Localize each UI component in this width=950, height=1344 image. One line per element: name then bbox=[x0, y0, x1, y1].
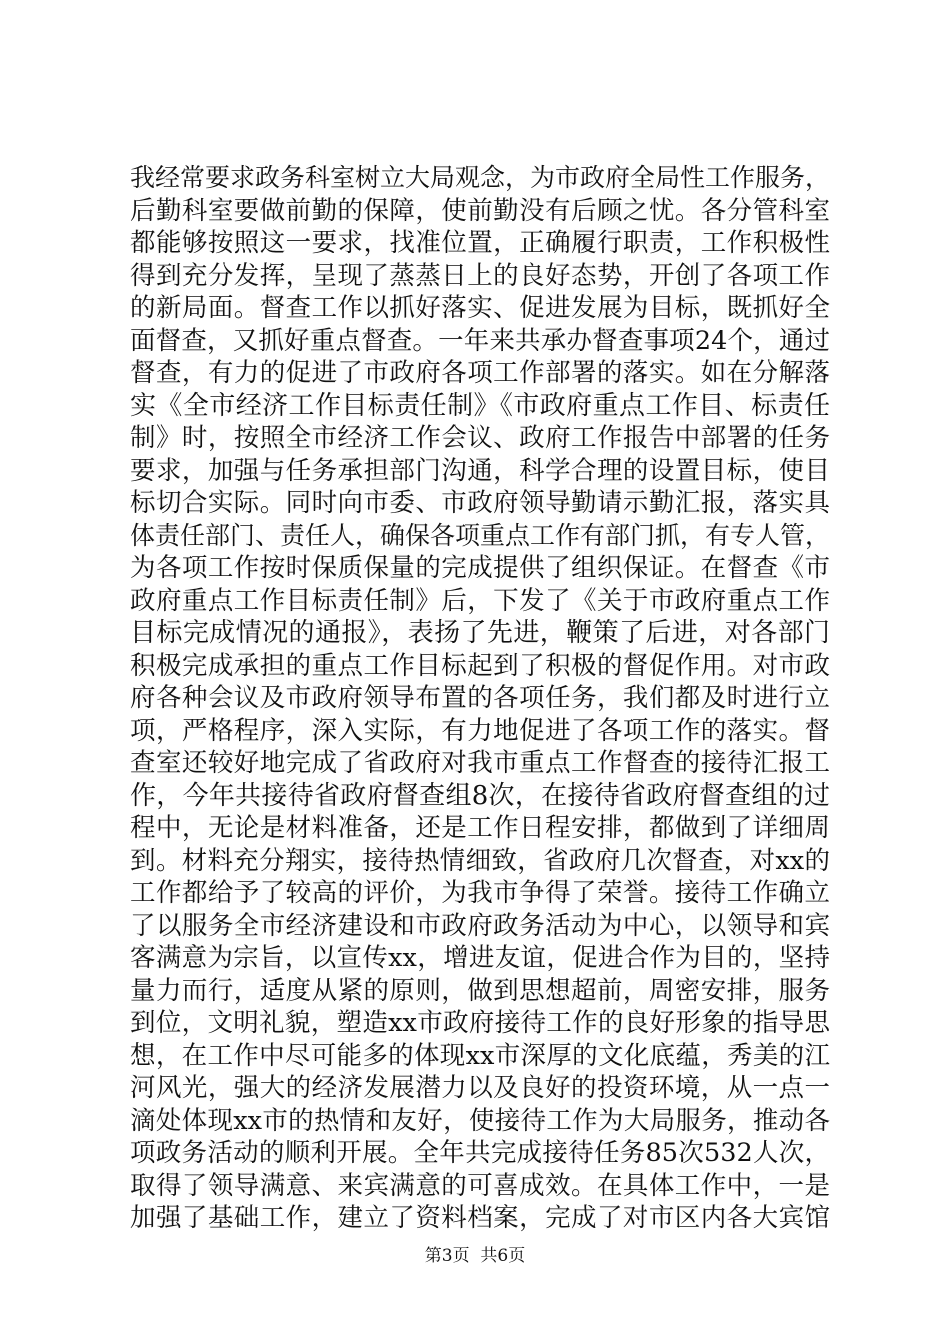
text-line: 到位，文明礼貌，塑造xx市政府接待工作的良好形象的指导思 bbox=[130, 1008, 830, 1038]
text-line: 滴处体现xx市的热情和友好，使接待工作为大局服务，推动各 bbox=[130, 1105, 830, 1136]
text-line: 积极完成承担的重点工作目标起到了积极的督促作用。对市政 bbox=[130, 650, 830, 681]
text-line: 都能够按照这一要求，找准位置，正确履行职责，工作积极性 bbox=[130, 228, 830, 258]
text-line: 河风光，强大的经济发展潜力以及良好的投资环境，从一点一 bbox=[130, 1073, 830, 1103]
page-footer: 第3页 共6页 bbox=[424, 1246, 526, 1266]
text-line: 要求，加强与任务承担部门沟通，科学合理的设置目标，使目 bbox=[130, 455, 830, 486]
text-line: 为各项工作按时保质保量的完成提供了组织保证。在督查《市 bbox=[130, 553, 830, 583]
text-line: 加强了基础工作，建立了资料档案，完成了对市区内各大宾馆 bbox=[130, 1203, 830, 1233]
text-line: 取得了领导满意、来宾满意的可喜成效。在具体工作中，一是 bbox=[130, 1170, 830, 1201]
text-line: 督查，有力的促进了市政府各项工作部署的落实。如在分解落 bbox=[130, 358, 830, 388]
text-line: 面督查，又抓好重点督查。一年来共承办督查事项24个，通过 bbox=[130, 325, 830, 356]
text-line: 工作都给予了较高的评价，为我市争得了荣誉。接待工作确立 bbox=[130, 878, 830, 908]
text-line: 标切合实际。同时向市委、市政府领导勤请示勤汇报，落实具 bbox=[130, 488, 830, 518]
text-line: 想，在工作中尽可能多的体现xx市深厚的文化底蕴，秀美的江 bbox=[130, 1040, 830, 1071]
text-line: 项，严格程序，深入实际，有力地促进了各项工作的落实。督 bbox=[130, 715, 830, 746]
text-line: 程中，无论是材料准备，还是工作日程安排，都做到了详细周 bbox=[130, 813, 830, 843]
text-line: 到。材料充分翔实，接待热情细致，省政府几次督查，对xx的 bbox=[130, 845, 830, 876]
text-line: 量力而行，适度从紧的原则，做到思想超前，周密安排，服务 bbox=[130, 975, 830, 1006]
text-line: 得到充分发挥，呈现了蒸蒸日上的良好态势，开创了各项工作 bbox=[130, 260, 830, 291]
text-line: 制》时，按照全市经济工作会议、政府工作报告中部署的任务 bbox=[130, 423, 830, 453]
text-line: 政府重点工作目标责任制》后，下发了《关于市政府重点工作 bbox=[130, 585, 830, 616]
text-line: 的新局面。督查工作以抓好落实、促进发展为目标，既抓好全 bbox=[130, 293, 830, 323]
text-line: 体责任部门、责任人，确保各项重点工作有部门抓，有专人管， bbox=[130, 520, 831, 550]
text-line: 后勤科室要做前勤的保障，使前勤没有后顾之忧。各分管科室 bbox=[130, 195, 830, 226]
text-line: 了以服务全市经济建设和市政府政务活动为中心，以领导和宾 bbox=[130, 910, 830, 941]
text-line: 实《全市经济工作目标责任制》《市政府重点工作目、标责任 bbox=[130, 390, 830, 421]
text-line: 作，今年共接待省政府督查组8次，在接待省政府督查组的过 bbox=[130, 780, 830, 811]
text-line: 我经常要求政务科室树立大局观念，为市政府全局性工作服务， bbox=[130, 163, 831, 192]
body-paragraph bbox=[130, 162, 830, 1235]
text-line: 项政务活动的顺利开展。全年共完成接待任务85次532人次， bbox=[130, 1138, 830, 1168]
text-line: 府各种会议及市政府领导布置的各项任务，我们都及时进行立 bbox=[130, 683, 830, 713]
text-line: 目标完成情况的通报》，表扬了先进，鞭策了后进，对各部门 bbox=[130, 618, 830, 648]
text-line: 客满意为宗旨，以宣传xx，增进友谊，促进合作为目的，坚持 bbox=[130, 943, 830, 973]
text-line: 查室还较好地完成了省政府对我市重点工作督查的接待汇报工 bbox=[130, 748, 830, 778]
